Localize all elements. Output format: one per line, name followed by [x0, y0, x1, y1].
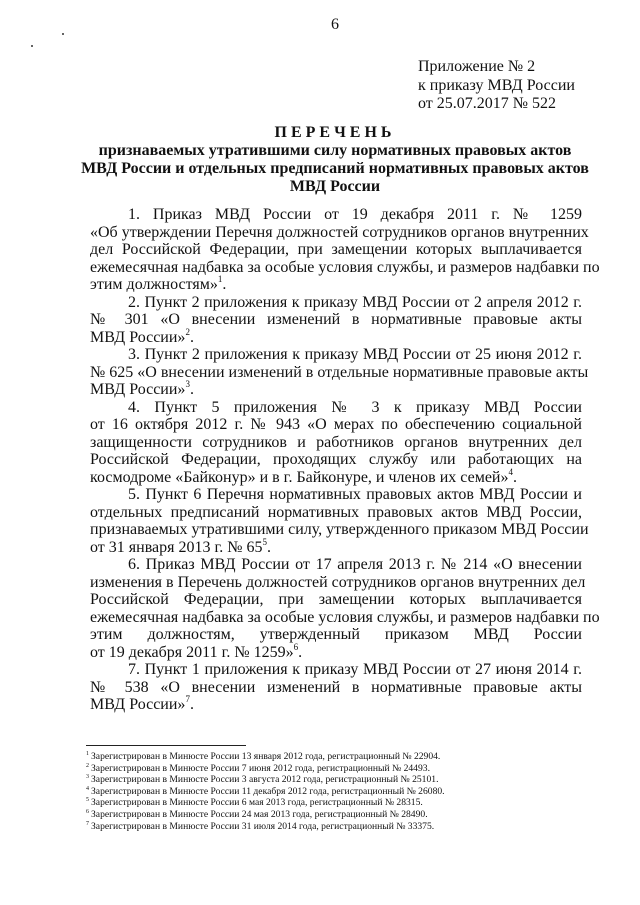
footnote-ref: 1	[217, 274, 223, 284]
paragraph-line: ежемесячная надбавка за особые условия службы, и размеров надбавки по	[90, 258, 600, 276]
footnote-number: 2	[86, 762, 89, 769]
paragraph-line	[90, 326, 582, 347]
footnote	[86, 821, 445, 833]
paragraph-line	[90, 536, 582, 557]
paragraph-text: .	[298, 643, 303, 661]
title-line: МВД России	[289, 178, 381, 195]
title-line: признаваемых утратившими силу нормативных правовых актов	[98, 142, 572, 159]
title-heading: ПЕРЕЧЕНЬ	[274, 124, 396, 141]
paragraph-line: 1. Приказ МВД России от 19 декабря 2011 г. № 1259	[128, 206, 582, 223]
footnote	[86, 774, 445, 786]
document-title	[60, 124, 610, 196]
appendix-line: к приказу МВД России	[418, 76, 575, 94]
document-body	[90, 206, 600, 714]
title-line: МВД России и отдельных предписаний нормативных правовых актов	[81, 160, 589, 177]
paragraph-text: МВД России»	[90, 328, 186, 346]
footnote-text: Зарегистрирован в Минюсте России 24 мая 2013 года, регистрационный № 28490.	[91, 808, 428, 820]
list-item	[90, 206, 600, 294]
paragraph-text: .	[512, 468, 517, 486]
footnote	[86, 786, 445, 798]
footnote-ref: 5	[262, 536, 268, 547]
paragraph-line: защищенности сотрудников и работников органов внутренних дел	[90, 433, 582, 451]
paragraph-line: 7. Пункт 1 приложения к приказу МВД России от 27 июня 2014 г.	[128, 661, 582, 678]
list-item	[90, 294, 582, 347]
footnote-number: 1	[86, 751, 89, 757]
footnote-number: 3	[86, 774, 89, 781]
paragraph-text: .	[267, 538, 272, 556]
paragraph-text: .	[189, 328, 194, 346]
footnote-text: Зарегистрирован в Минюсте России 7 июня 2012 года, регистрационный № 24493.	[91, 762, 430, 774]
paragraph-line	[90, 696, 582, 714]
paragraph-line: № 538 «О внесении изменений в нормативные правовые акты	[90, 678, 582, 696]
paragraph-text: .	[189, 381, 194, 398]
scan-speck	[31, 45, 33, 47]
footnote-number: 5	[86, 797, 89, 804]
footnote	[86, 763, 445, 775]
footnote	[86, 809, 445, 821]
paragraph-text: от 19 декабря 2011 г. № 1259»	[90, 643, 294, 661]
appendix-line: Приложение № 2	[418, 58, 536, 75]
footnote-separator	[86, 745, 246, 746]
list-item	[90, 399, 582, 487]
paragraph-text: МВД России»	[90, 696, 186, 713]
paragraph-text: МВД России»	[90, 381, 186, 398]
page-number: 6	[331, 16, 339, 33]
paragraph-line	[90, 641, 582, 662]
paragraph-text: .	[189, 696, 194, 713]
paragraph-line: 6. Приказ МВД России от 17 апреля 2013 г. № 214 «О внесении	[128, 556, 582, 573]
footnote	[86, 797, 445, 809]
paragraph-text: космодроме «Байконур» и в г. Байконуре, и членов их семей»	[90, 468, 509, 486]
paragraph-text: .	[222, 276, 227, 293]
appendix-reference	[418, 58, 575, 114]
footnote-ref: 3	[185, 379, 190, 389]
footnote-text: Зарегистрирован в Минюсте России 31 июля 2014 года, регистрационный № 33375.	[91, 820, 435, 832]
footnote	[86, 751, 445, 763]
list-item	[90, 556, 600, 661]
footnote-text: Зарегистрирован в Минюсте России 6 мая 2013 года, регистрационный № 28315.	[91, 797, 423, 809]
footnote-ref: 4	[508, 466, 513, 477]
paragraph-line: от 16 октября 2012 г. № 943 «О мерах по обеспечению социальной	[90, 416, 582, 433]
footnotes	[86, 751, 445, 832]
footnote-text: Зарегистрирован в Минюсте России 13 января 2012 года, регистрационный № 22904.	[91, 751, 441, 762]
paragraph-line: № 301 «О внесении изменений в нормативные правовые акты	[90, 311, 582, 328]
footnote-number: 6	[86, 808, 89, 815]
appendix-line: от 25.07.2017 № 522	[418, 95, 557, 112]
list-item	[90, 486, 589, 556]
footnote-ref: 2	[185, 326, 190, 337]
paragraph-line	[90, 466, 582, 487]
paragraph-line: 3. Пункт 2 приложения к приказу МВД России от 25 июня 2012 г.	[128, 346, 582, 363]
footnote-ref: 6	[293, 641, 299, 652]
paragraph-line: № 625 «О внесении изменений в отдельные нормативные правовые акты	[90, 363, 589, 381]
paragraph-line: дел Российской Федерации, при замещении которых выплачивается	[90, 241, 582, 258]
paragraph-text: этим должностям»	[90, 276, 218, 293]
paragraph-text: от 31 января 2013 г. № 65	[90, 538, 263, 556]
footnote-number: 7	[86, 820, 89, 827]
paragraph-line: Российской Федерации, проходящих службу или работающих на	[90, 451, 582, 468]
paragraph-line	[90, 276, 582, 294]
list-item	[90, 346, 589, 399]
paragraph-line: ежемесячная надбавка за особые условия службы, и размеров надбавки по	[90, 608, 600, 626]
paragraph-line: Российской Федерации, при замещении которых выплачивается	[90, 591, 582, 608]
paragraph-line: отдельных предписаний нормативных правовых актов МВД России,	[90, 503, 582, 521]
paragraph-line: 2. Пункт 2 приложения к приказу МВД России от 2 апреля 2012 г.	[128, 293, 582, 311]
paragraph-line: изменения в Перечень должностей сотрудников органов внутренних дел	[90, 573, 586, 591]
footnote-text: Зарегистрирован в Минюсте России 3 августа 2012 года, регистрационный № 25101.	[91, 774, 439, 786]
footnote-number: 4	[86, 785, 89, 792]
paragraph-line: 5. Пункт 6 Перечня нормативных правовых актов МВД России и	[128, 486, 582, 503]
paragraph-line: этим должностям, утвержденный приказом МВД России	[90, 626, 582, 643]
paragraph-line: «Об утверждении Перечня должностей сотрудников органов внутренних	[90, 223, 589, 241]
paragraph-line: признаваемых утратившими силу, утвержденного приказом МВД России	[90, 521, 589, 538]
list-item	[90, 661, 582, 714]
footnote-text: Зарегистрирован в Минюсте России 11 декабря 2012 года, регистрационный № 26080.	[91, 785, 445, 797]
paragraph-line: 4. Пункт 5 приложения № 3 к приказу МВД России	[128, 398, 582, 416]
footnote-ref: 7	[185, 694, 190, 704]
paragraph-line	[90, 381, 582, 399]
